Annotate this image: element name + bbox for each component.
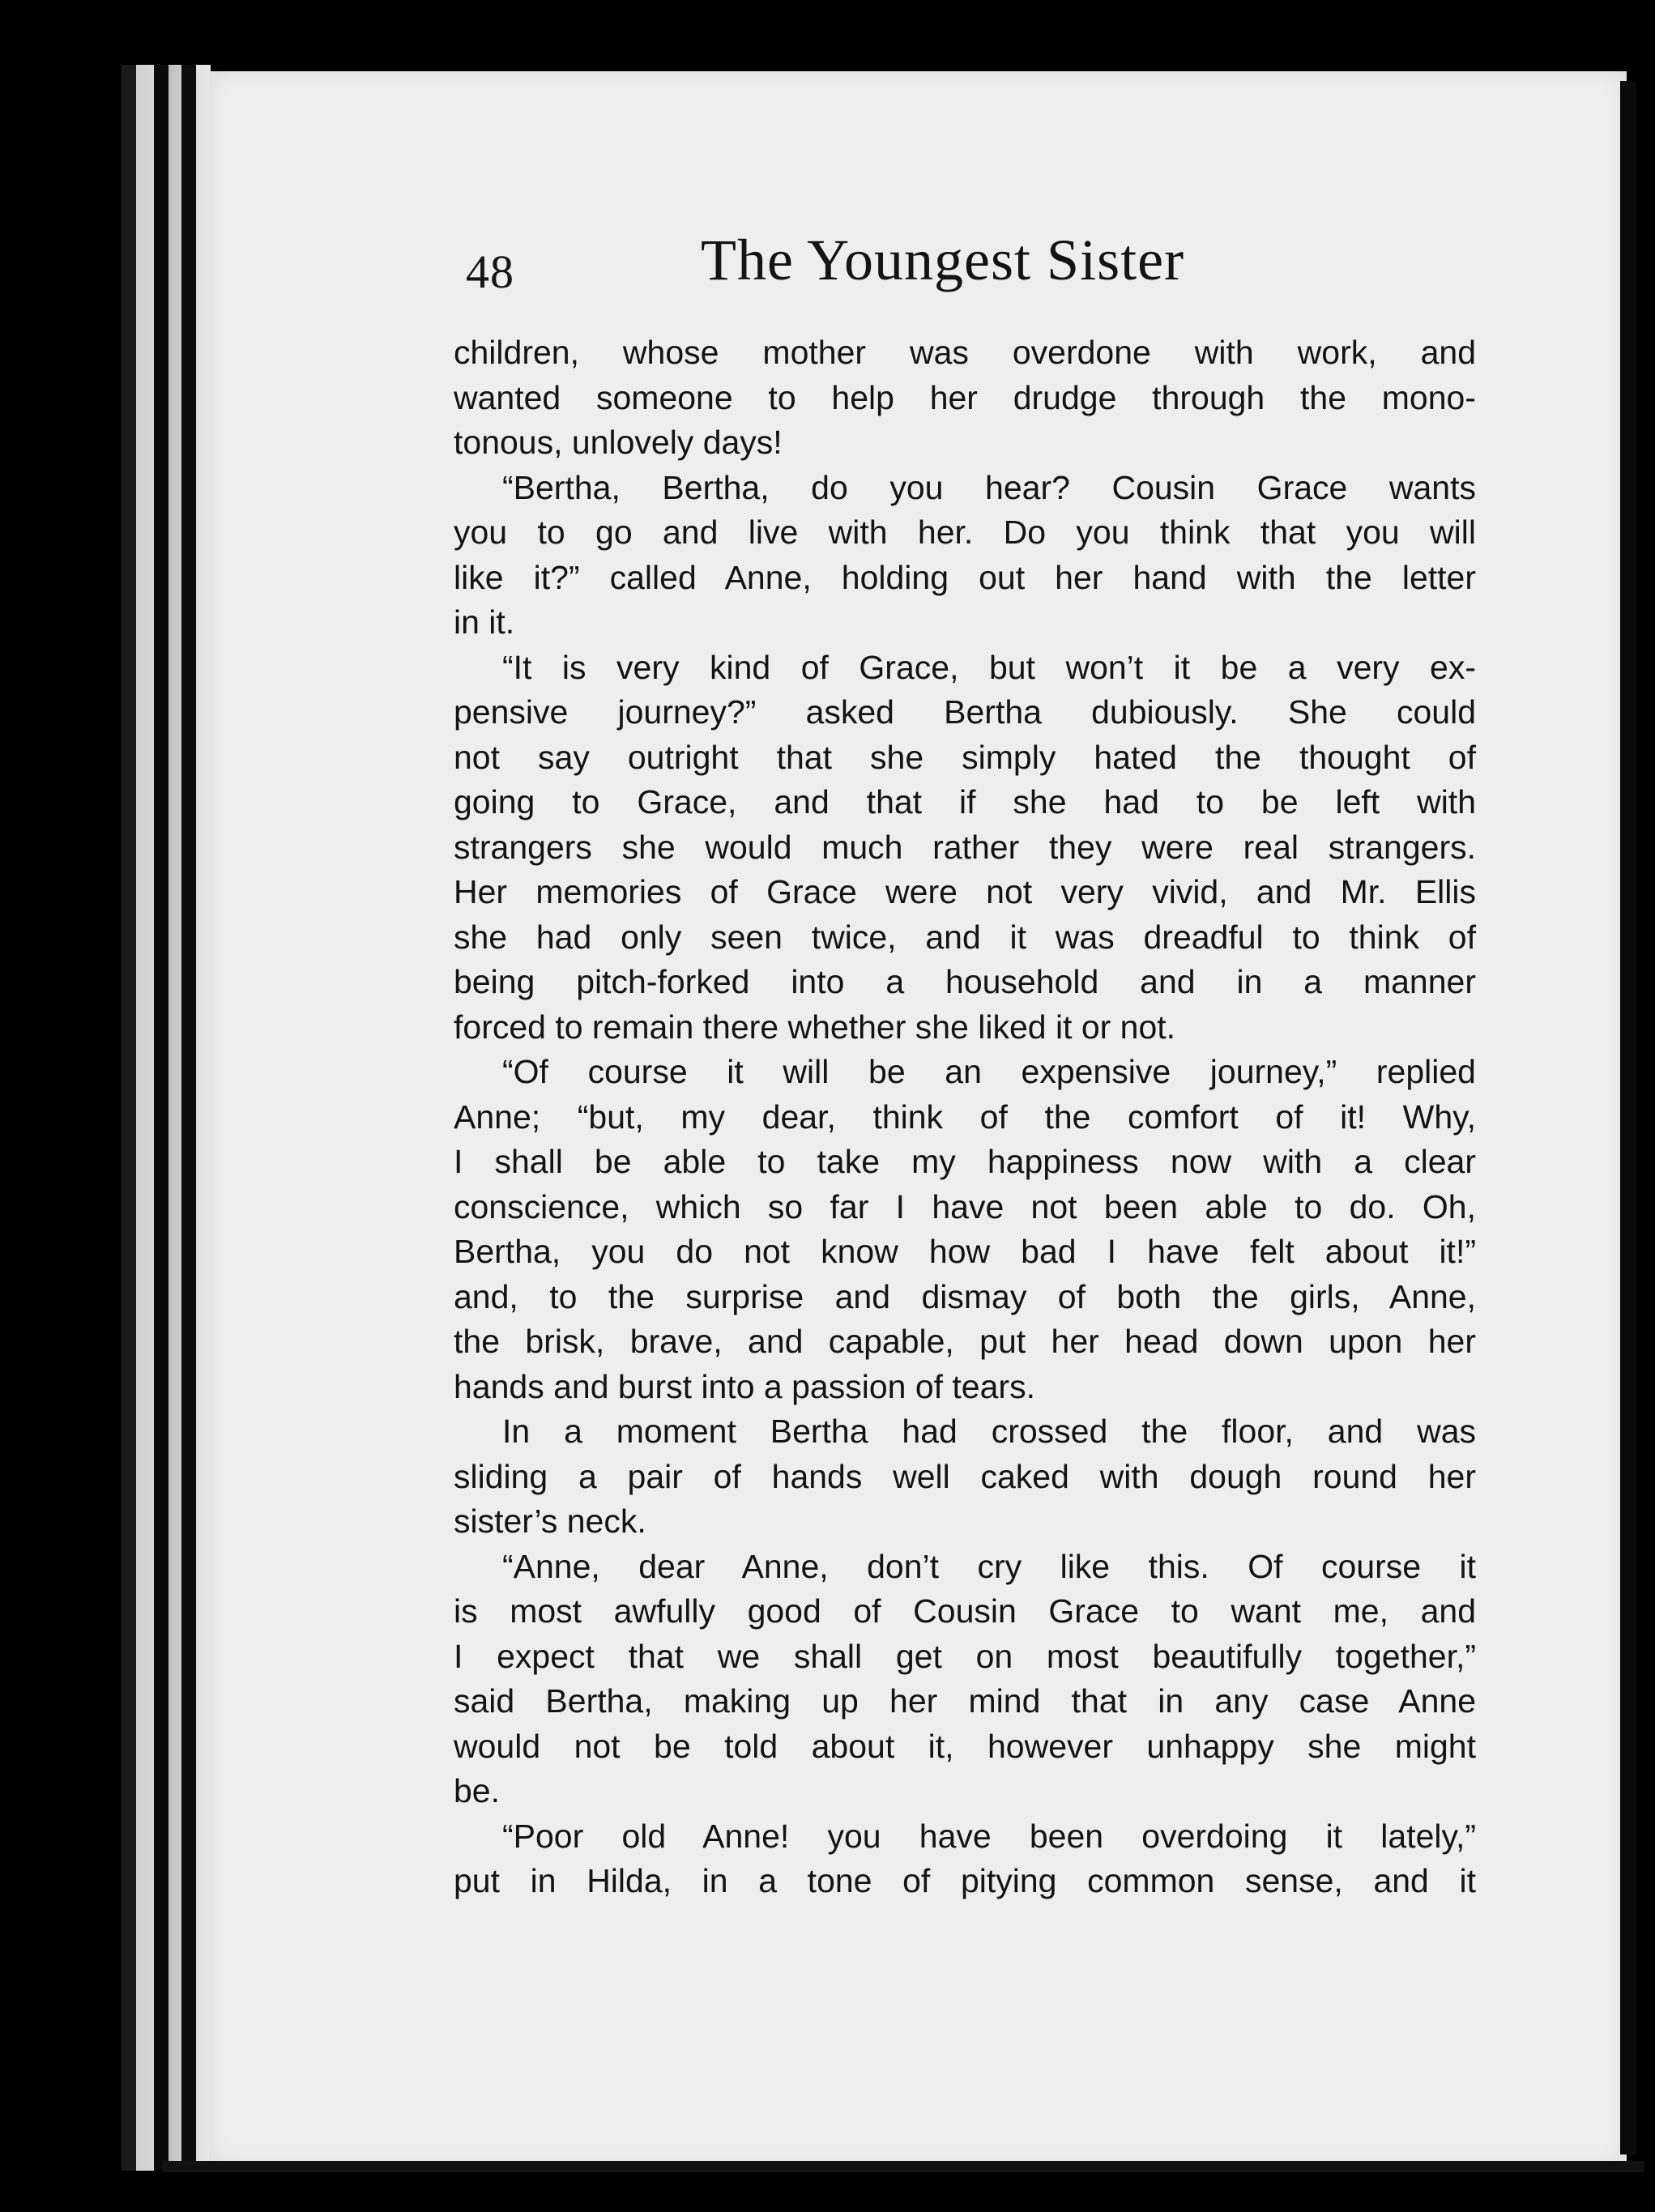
text-line: not say outright that she simply hated the thought of <box>454 738 1476 776</box>
text-line: children, whose mother was overdone with work, and <box>454 334 1476 371</box>
running-title: The Youngest Sister <box>701 228 1185 292</box>
text-line: in it. <box>454 603 515 641</box>
text-line: sliding a pair of hands well caked with dough round her <box>454 1457 1476 1495</box>
text-line: wanted someone to help her drudge through the mono- <box>454 378 1476 416</box>
text-line: going to Grace, and that if she had to be left with <box>454 783 1476 820</box>
text-line: being pitch-forked into a household and in a manner <box>454 963 1476 1000</box>
text-line: and, to the surprise and dismay of both the girls, Anne, <box>454 1277 1476 1315</box>
text-line: “Anne, dear Anne, don’t cry like this. Of course it <box>502 1547 1476 1585</box>
text-line: “Of course it will be an expensive journey,” replied <box>502 1053 1476 1090</box>
text-line: “Bertha, Bertha, do you hear? Cousin Grace wants <box>502 468 1476 506</box>
text-line: pensive journey?” asked Bertha dubiously. She could <box>454 693 1476 731</box>
text-line: sister’s neck. <box>454 1502 646 1540</box>
page-bottom-edge <box>162 2161 1644 2172</box>
text-line: Her memories of Grace were not very vivid, and Mr. Ellis <box>454 873 1476 910</box>
text-line: said Bertha, making up her mind that in any case Anne <box>454 1682 1476 1720</box>
text-line: the brisk, brave, and capable, put her head down upon her <box>454 1323 1476 1360</box>
text-line: like it?” called Anne, holding out her hand with the letter <box>454 558 1476 596</box>
text-line: “It is very kind of Grace, but won’t it be a very ex- <box>502 648 1476 686</box>
text-line: Anne; “but, my dear, think of the comfort of it! Why, <box>454 1097 1476 1136</box>
text-line: hands and burst into a passion of tears. <box>454 1367 1035 1405</box>
text-line: conscience, which so far I have not been able to do. Oh, <box>454 1187 1476 1225</box>
text-line: I expect that we shall get on most beautifully together,” <box>454 1637 1476 1675</box>
text-line: is most awfully good of Cousin Grace to want me, and <box>454 1592 1476 1630</box>
text-line: would not be told about it, however unhappy she might <box>454 1727 1476 1765</box>
text-line: Bertha, you do not know how bad I have felt about it!” <box>454 1233 1476 1270</box>
text-line: you to go and live with her. Do you think that you will <box>454 514 1476 551</box>
text-line: put in Hilda, in a tone of pitying common sense, and it <box>454 1862 1476 1899</box>
text-line: she had only seen twice, and it was dreadful to think of <box>454 918 1476 956</box>
book-binding-edge <box>122 65 211 2171</box>
page-header <box>466 227 1276 316</box>
page-right-edge <box>1620 81 1636 2154</box>
text-line: tonous, unlovely days! <box>454 424 783 461</box>
text-line: strangers she would much rather they were real strangers. <box>454 828 1476 866</box>
text-line: I shall be able to take my happiness now with a clear <box>454 1143 1476 1180</box>
body-text <box>454 330 1476 1904</box>
text-line: In a moment Bertha had crossed the floor, and was <box>502 1413 1476 1450</box>
text-line: be. <box>454 1772 500 1809</box>
text-line: forced to remain there whether she liked it or not. <box>454 1008 1176 1046</box>
page-number: 48 <box>466 245 514 298</box>
text-line: “Poor old Anne! you have been overdoing it lately,” <box>502 1817 1476 1855</box>
